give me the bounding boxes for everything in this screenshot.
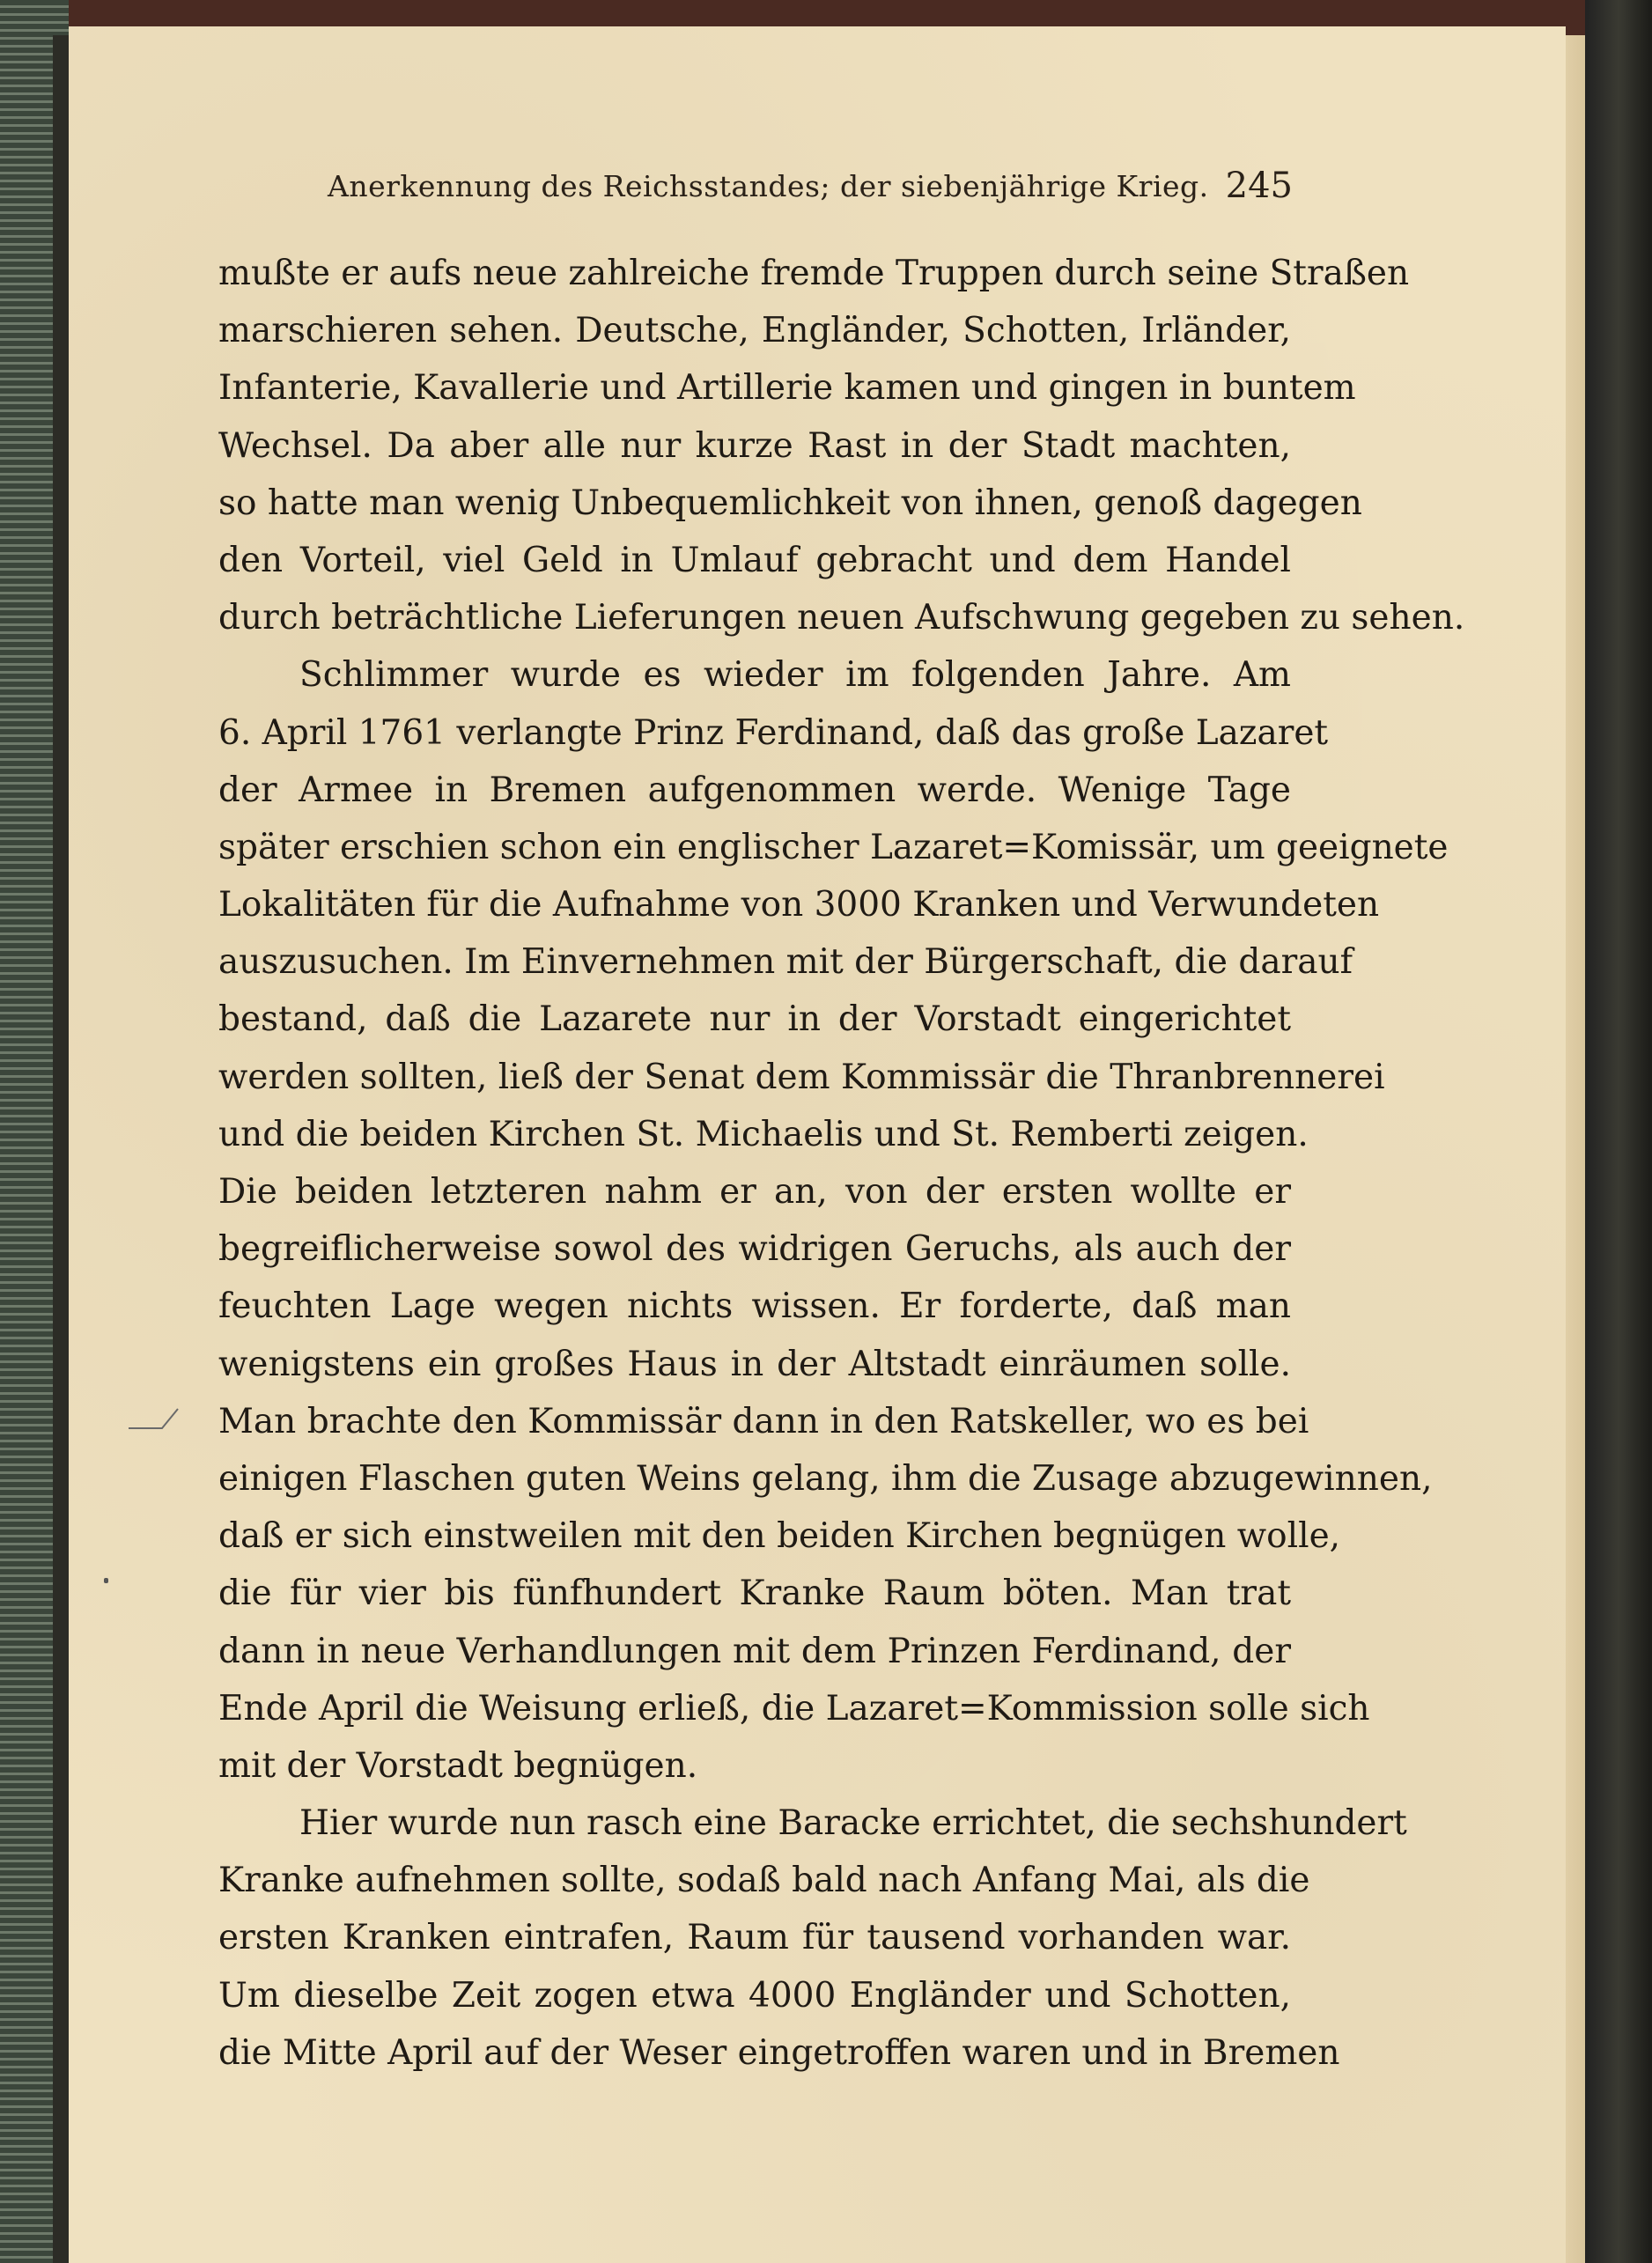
text-line: Ende April die Weisung erließ, die Lazaret=Kommission solle sich (218, 1688, 1370, 1729)
margin-dot (104, 1578, 108, 1583)
text-line: die für vier bis fünfhundert Kranke Raum böten. Man trat (218, 1574, 1291, 1614)
text-line: Hier wurde nun rasch eine Baracke errichtet, die sechshundert (299, 1803, 1407, 1844)
text-line: ersten Kranken eintrafen, Raum für tausend vorhanden war. (218, 1918, 1291, 1958)
text-line: Infanterie, Kavallerie und Artillerie kamen und gingen in buntem (218, 368, 1356, 409)
book-cover-right (1585, 0, 1652, 2263)
running-head: Anerkennung des Reichsstandes; der siebenjährige Krieg. (328, 169, 1209, 203)
text-line: und die beiden Kirchen St. Michaelis und St. Remberti zeigen. (218, 1114, 1309, 1154)
text-line: bestand, daß die Lazarete nur in der Vorstadt eingerichtet (218, 999, 1291, 1040)
text-line: Man brachte den Kommissär dann in den Ratskeller, wo es bei (218, 1401, 1309, 1441)
page-number: 245 (1225, 166, 1293, 206)
text-line: die Mitte April auf der Weser eingetroffen waren und in Bremen (218, 2032, 1340, 2073)
text-line: der Armee in Bremen aufgenommen werde. Wenige Tage (218, 770, 1291, 810)
text-line: daß er sich einstweilen mit den beiden Kirchen begnügen wolle, (218, 1516, 1341, 1557)
binding-gutter (53, 35, 70, 2263)
pencil-mark-icon (127, 1405, 188, 1432)
text-line: werden sollten, ließ der Senat dem Kommissär die Thranbrennerei (218, 1057, 1385, 1097)
text-line: später erschien schon ein englischer Lazaret=Komissär, um geeignete (218, 827, 1449, 867)
text-line: mußte er aufs neue zahlreiche fremde Truppen durch seine Straßen (218, 254, 1410, 293)
body-text (218, 245, 1465, 2082)
text-line: wenigstens ein großes Haus in der Altstadt einräumen solle. (218, 1344, 1291, 1384)
text-line: begreiflicherweise sowol des widrigen Geruchs, als auch der (218, 1229, 1291, 1270)
text-line: Die beiden letzteren nahm er an, von der ersten wollte er (218, 1172, 1291, 1212)
text-line: Schlimmer wurde es wieder im folgenden Jahre. Am (299, 655, 1291, 696)
text-line: so hatte man wenig Unbequemlichkeit von ihnen, genoß dagegen (218, 483, 1362, 523)
page-header (328, 166, 1293, 213)
text-line: mit der Vorstadt begnügen. (218, 1745, 698, 1786)
text-line: einigen Flaschen guten Weins gelang, ihm die Zusage abzugewinnen, (218, 1458, 1433, 1499)
text-line: Wechsel. Da aber alle nur kurze Rast in der Stadt machten, (218, 425, 1291, 466)
text-line: den Vorteil, viel Geld in Umlauf gebracht und dem Handel (218, 540, 1291, 580)
text-line: auszusuchen. Im Einvernehmen mit der Bürgerschaft, die darauf (218, 942, 1353, 983)
text-line: Um dieselbe Zeit zogen etwa 4000 Engländer und Schotten, (218, 1975, 1291, 2016)
text-line: dann in neue Verhandlungen mit dem Prinzen Ferdinand, der (218, 1631, 1291, 1671)
text-line: 6. April 1761 verlangte Prinz Ferdinand, daß das große Lazaret (218, 712, 1329, 753)
text-line: Kranke aufnehmen sollte, sodaß bald nach Anfang Mai, als die (218, 1861, 1310, 1901)
text-line: Lokalitäten für die Aufnahme von 3000 Kranken und Verwundeten (218, 885, 1380, 925)
text-line: durch beträchtliche Lieferungen neuen Aufschwung gegeben zu sehen. (218, 598, 1465, 638)
text-line: feuchten Lage wegen nichts wissen. Er forderte, daß man (218, 1286, 1291, 1327)
text-line: marschieren sehen. Deutsche, Engländer, Schotten, Irländer, (218, 311, 1291, 351)
